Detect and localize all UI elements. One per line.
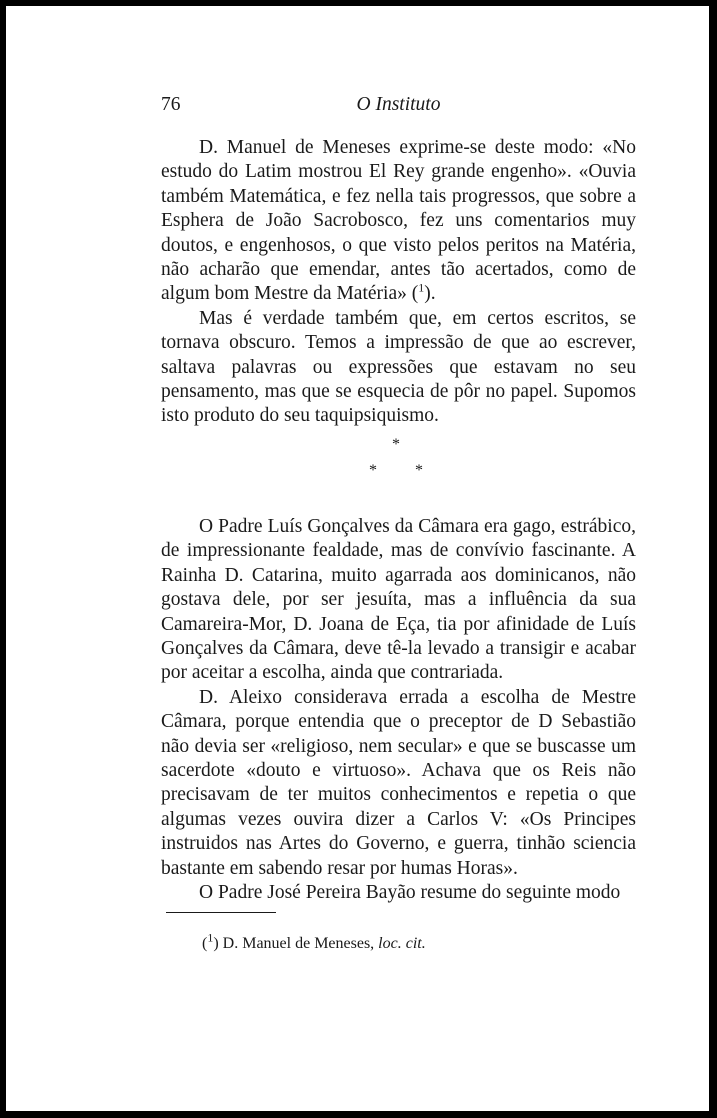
footnote-reference: 1 xyxy=(418,280,425,295)
footnote-author: D. Manuel de Meneses, xyxy=(222,935,375,952)
book-page xyxy=(6,6,709,1111)
paragraph: Mas é verdade também que, em certos escritos, se tornava obscuro. Temos a impressão de que ao escrever, saltava palavras ou expressões que estavam no seu pensamento, mas que se esquecia de pôr no papel. Supomos isto produto do seu taquipsiquismo. xyxy=(161,307,636,427)
paragraph: D. Aleixo considerava errada a escolha de Mestre Câmara, porque entendia que o preceptor de D Sebastião não devia ser «religioso, nem secular» e que se buscasse um sacerdote «douto e virtuoso». Achava que os Reis não precisavam de ter muitos conhecimentos e repetia o que algumas vezes ouvira dizer a Carlos V: «Os Principes instruidos nas Artes do Governo, e guerra, tinhão sciencia bastante em sabendo resar por humas Horas». xyxy=(161,686,636,879)
paragraph: O Padre José Pereira Bayão resume do seguinte modo xyxy=(199,882,621,904)
text-block-bottom xyxy=(161,515,636,906)
asterisk-icon: * xyxy=(392,436,400,453)
paragraph-text: D. Manuel de Meneses exprime-se deste modo: «No estudo do Latim mostrou El Rey grande engenho». «Ouvia também Matemática, e fez nella tais progressos, que sobre a Esphera de João Sacrobosco, fez uns comentarios muy doutos, e engenhosos, o que visto pelos peritos na Matéria, não acharão que emendar, antes tão acertados, como de algum bom Mestre da Matéria» xyxy=(161,137,636,305)
footnote: ($^1$) D. Manuel de Meneses, loc. cit. xyxy=(202,930,426,952)
paragraph: O Padre Luís Gonçalves da Câmara era gago, estrábico, de impressionante fealdade, mas de convívio fascinante. A Rainha D. Catarina, muito agarrada aos dominicanos, não gostava dele, por ser jesuíta, mas a influência da sua Camareira-Mor, D. Joana de Eça, tia por afinidade de Luís Gonçalves da Câmara, deve tê-la levado a transigir e acabar por aceitar a escolha, ainda que contrariada. xyxy=(161,516,636,684)
section-ornament xyxy=(161,436,636,486)
footnote-divider xyxy=(166,912,276,913)
page-header xyxy=(161,94,636,124)
footnote-citation: loc. cit. xyxy=(378,935,426,952)
text-block-top xyxy=(161,136,636,429)
asterisk-icon: * xyxy=(369,462,377,479)
page-number: 76 xyxy=(161,94,181,115)
paragraph: D. Manuel de Meneses exprime-se deste modo: «No estudo do Latim mostrou El Rey grande engenho». «Ouvia também Matemática, e fez nella tais progressos, que sobre a Esphera de João Sacrobosco, fez uns comentarios muy doutos, e engenhosos, o que visto pelos peritos na Matéria, não acharão que emendar, antes tão acertados, como de algum bom Mestre da Matéria» ($^1$). xyxy=(161,137,636,305)
footnote-marker: 1 xyxy=(207,930,214,945)
asterisk-icon: * xyxy=(415,462,423,479)
running-title: O Instituto xyxy=(356,94,441,115)
